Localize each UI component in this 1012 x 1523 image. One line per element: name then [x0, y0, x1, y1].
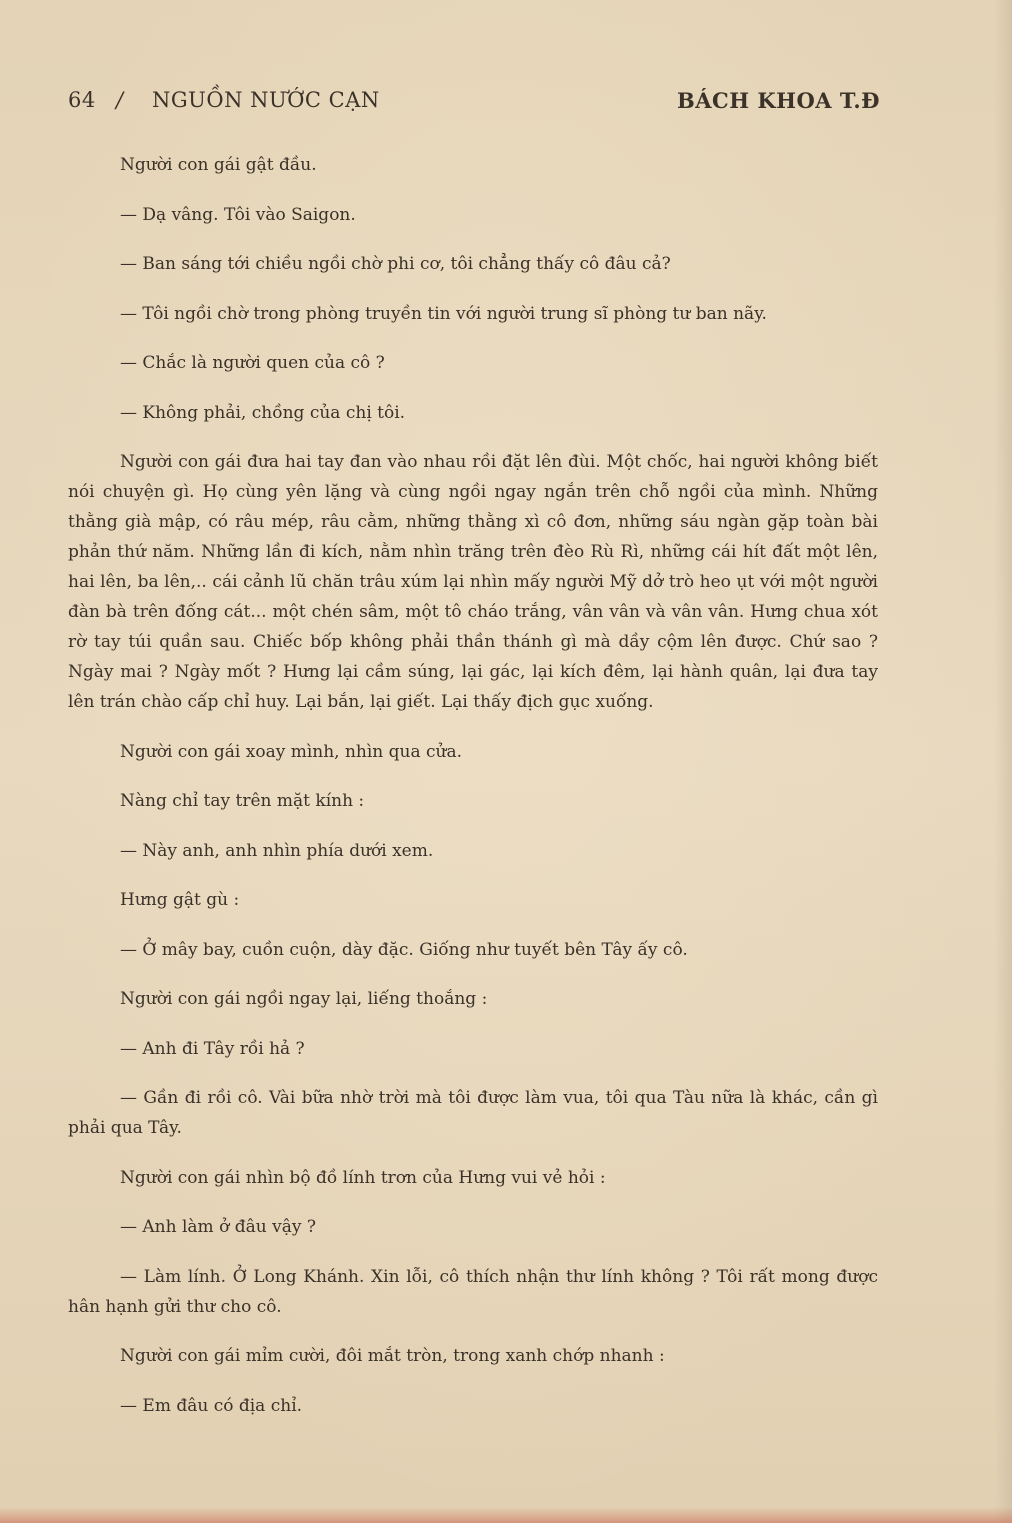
dialogue-line: — Gần đi rồi cô. Vài bữa nhờ trời mà tôi được làm vua, tôi qua Tàu nữa là khác, cần gì phải qua Tây. [68, 1088, 878, 1138]
header-separator: / [116, 88, 124, 112]
magazine-name: BÁCH KHOA T.Đ [677, 88, 880, 113]
dialogue-line: — Làm lính. Ở Long Khánh. Xin lỗi, cô thích nhận thư lính không ? Tôi rất mong được hân hạnh gửi thư cho cô. [68, 1266, 878, 1317]
running-header [68, 88, 880, 120]
dialogue-line: — Anh làm ở đâu vậy ? [120, 1217, 316, 1237]
paragraph: Người con gái nhìn bộ đồ lính trơn của Hưng vui vẻ hỏi : [120, 1167, 606, 1188]
dialogue-line: — Anh đi Tây rồi hả ? [120, 1038, 305, 1059]
paragraph: Người con gái ngồi ngay lại, liếng thoắng : [120, 989, 488, 1009]
paragraph: Nàng chỉ tay trên mặt kính : [120, 791, 365, 811]
paragraph: Người con gái đưa hai tay đan vào nhau rồi đặt lên đùi. Một chốc, hai người không biết nói chuyện gì. Họ cùng yên lặng và cùng ngồi ngay ngắn trên chỗ ngồi của mình. Những thằng già mập, có râu mép, râu cằm, những thằng xì cô đơn, những sáu ngàn gặp toàn bài phản thứ năm. Những lần đi kích, nằm nhìn trăng trên đèo Rù Rì, những cái hít đất một lên, hai lên, ba lên,.. cái cảnh lũ chăn trâu xúm lại nhìn mấy người Mỹ dở trò heo ụt với một người đàn bà trên đống cát... một chén sâm, một tô cháo trắng, vân vân và vân vân. Hưng chua xót rờ tay túi quần sau. Chiếc bốp không phải thần thánh gì mà dầy cộm lên được. Chứ sao ? Ngày mai ? Ngày mốt ? Hưng lại cầm súng, lại gác, lại kích đêm, lại hành quân, lại đưa tay lên trán chào cấp chỉ huy. Lại bắn, lại giết. Lại thấy địch gục xuống. [68, 452, 878, 712]
dialogue-line: — Dạ vâng. Tôi vào Saigon. [120, 204, 356, 225]
dialogue-line: — Chắc là người quen của cô ? [120, 353, 385, 373]
dialogue-line: — Này anh, anh nhìn phía dưới xem. [120, 840, 434, 861]
dialogue-line: — Ở mây bay, cuồn cuộn, dày đặc. Giống như tuyết bên Tây ấy cô. [120, 939, 688, 960]
paragraph: Người con gái mỉm cười, đôi mắt tròn, trong xanh chớp nhanh : [120, 1346, 665, 1366]
dialogue-line: — Ban sáng tới chiều ngồi chờ phi cơ, tôi chẳng thấy cô đâu cả? [120, 254, 671, 274]
page-bottom-edge [0, 1507, 1012, 1523]
story-title: NGUỒN NƯỚC CẠN [152, 88, 380, 112]
page-body [68, 150, 878, 1440]
paragraph: Người con gái gật đầu. [120, 155, 317, 175]
paragraph: Người con gái xoay mình, nhìn qua cửa. [120, 741, 463, 762]
page-edge-shadow [994, 0, 1012, 1523]
dialogue-line: — Tôi ngồi chờ trong phòng truyền tin với người trung sĩ phòng tư ban nãy. [120, 303, 767, 324]
page-number: 64 [68, 88, 96, 112]
paragraph: Hưng gật gù : [120, 890, 240, 910]
dialogue-line: — Em đâu có địa chỉ. [120, 1395, 303, 1416]
dialogue-line: — Không phải, chồng của chị tôi. [120, 402, 406, 423]
